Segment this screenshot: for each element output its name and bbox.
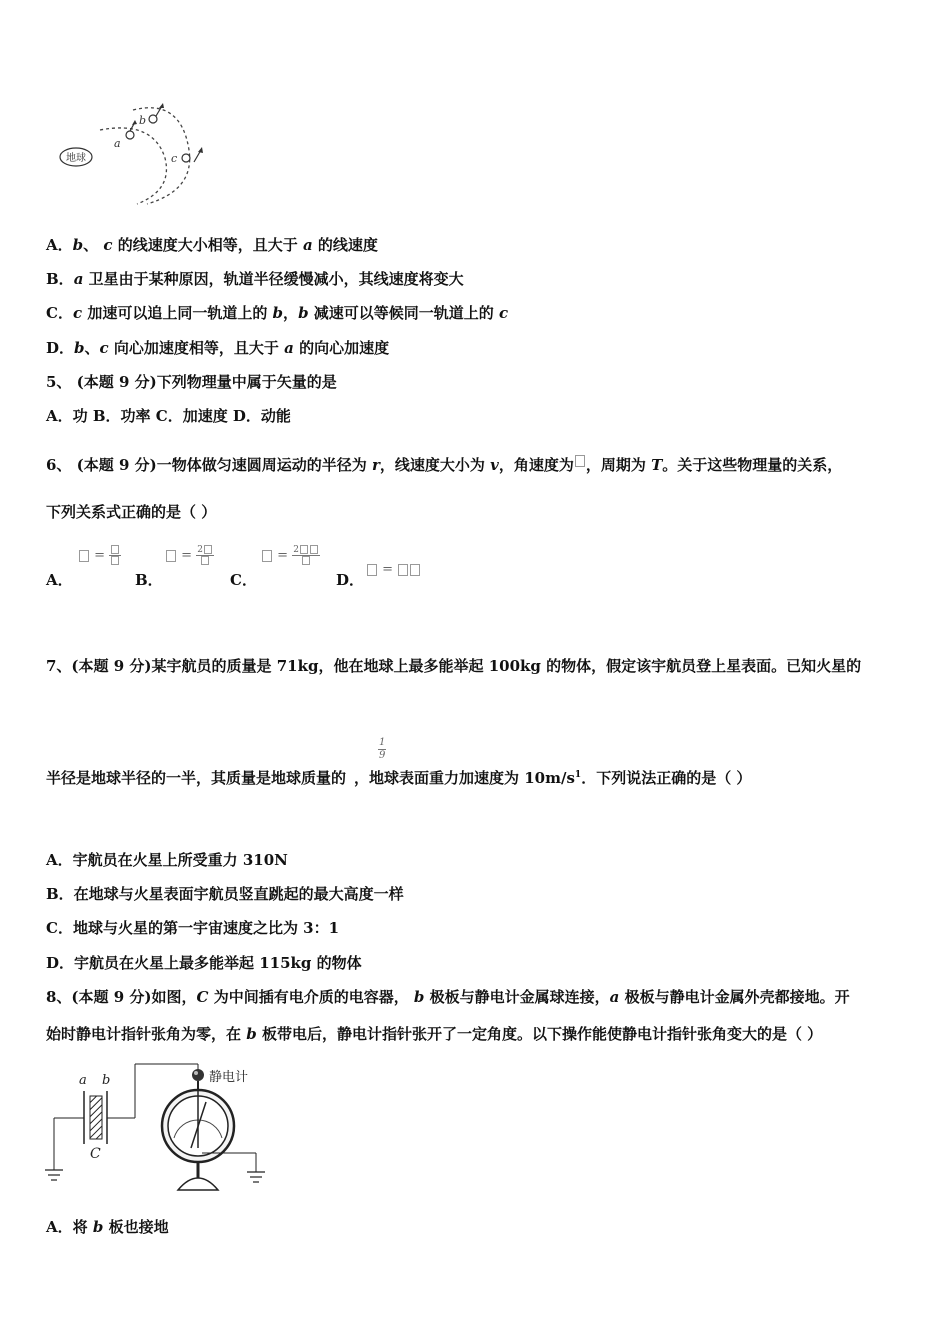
placeholder-glyph (302, 556, 310, 565)
satellite-b (149, 115, 157, 123)
satellite-a (126, 131, 134, 139)
fraction (109, 545, 121, 566)
satellite-b-label: b (139, 114, 147, 127)
placeholder-glyph (367, 564, 377, 576)
electrometer-figure (42, 1058, 272, 1193)
var-v: v (490, 456, 499, 474)
q6-option-b-label[interactable]: B． (135, 571, 163, 589)
text: 、 (83, 236, 104, 254)
q4-option-a[interactable] (46, 235, 378, 255)
electrometer-label: 静电计 (209, 1070, 249, 1085)
text: 板带电后，静电计指针张开了一定角度。以下操作能使静电计指针张角变大的是（ ） (256, 1025, 823, 1043)
var-b: b (92, 1218, 104, 1236)
text: 的线速度 (312, 236, 378, 254)
fraction (196, 545, 214, 566)
option-prefix: C． (46, 304, 73, 322)
text: ，角速度为 (498, 456, 574, 474)
var-b: b (298, 304, 309, 322)
q7-stem-line1: 7、(本题 9 分)某宇航员的质量是 71kg，他在地球上最多能举起 100kg 的物体，假定该宇航员登上星表面。已知火星的 (46, 657, 862, 675)
var-c: C (196, 988, 209, 1006)
var-c: c (72, 304, 83, 322)
text: 6、 (本题 9 分)一物体做匀速圆周运动的半径为 (46, 456, 372, 474)
orbit-figure (55, 98, 220, 206)
var-a: a (284, 339, 294, 357)
number-2: 2 (293, 545, 299, 555)
q6-option-d-label[interactable]: D． (336, 571, 365, 589)
q5-options[interactable]: A．功 B．功率 C．加速度 D．动能 (46, 407, 291, 425)
q8-option-a[interactable] (46, 1217, 169, 1237)
fraction (292, 545, 320, 566)
var-r: r (371, 456, 380, 474)
q6-option-c-label[interactable]: C． (230, 571, 257, 589)
electrometer-ball (192, 1069, 204, 1081)
q4-option-c[interactable] (46, 303, 508, 323)
arrowhead-b (159, 103, 164, 108)
text: 的向心加速度 (293, 339, 390, 357)
var-b: b (413, 988, 425, 1006)
q6-stem (46, 455, 842, 475)
text: 加速可以追上同一轨道上的 (82, 304, 273, 322)
text: 半径是地球半径的一半，其质量是地球质量的 (46, 769, 347, 787)
text: 减速可以等候同一轨道上的 (308, 304, 500, 322)
text: 始时静电计指针张角为零，在 (46, 1025, 247, 1043)
placeholder-glyph (79, 550, 89, 562)
var-a: a (302, 236, 313, 254)
satellite-c-label: c (171, 152, 178, 165)
equals-sign: = (94, 548, 106, 563)
label-capacitor-c: C (90, 1146, 101, 1162)
electrometer-base (178, 1178, 218, 1190)
option-prefix: A． (46, 236, 73, 254)
equals-sign: = (277, 548, 289, 563)
q6-option-d-formula (366, 562, 421, 577)
q4-option-d[interactable] (46, 338, 389, 358)
text: 板也接地 (103, 1218, 169, 1236)
text: 、 (84, 339, 100, 357)
q7-fraction-one-ninth (378, 737, 386, 762)
q6-option-b-formula (165, 545, 214, 566)
text: ，周期为 (585, 456, 652, 474)
var-b: b (272, 304, 284, 322)
q7-option-d[interactable]: D．宇航员在火星上最多能举起 115kg 的物体 (46, 954, 362, 972)
earth-label: 地球 (66, 153, 86, 164)
text: ．下列说法正确的是（ ） (581, 769, 752, 787)
q8-stem-line1 (46, 987, 850, 1007)
text: 极板与静电计金属外壳都接地。开 (619, 988, 850, 1006)
satellite-a-label: a (114, 137, 121, 150)
var-b: b (74, 339, 85, 357)
q6-stem-line2: 下列关系式正确的是（ ） (46, 503, 217, 521)
text: ， (283, 304, 299, 322)
placeholder-glyph (166, 550, 176, 562)
equals-sign: = (181, 548, 193, 563)
text: 的线速度大小相等，且大于 (112, 236, 303, 254)
superscript: 1 (574, 770, 582, 780)
placeholder-glyph (201, 556, 209, 565)
q6-option-a-formula (78, 545, 121, 566)
q7-option-c[interactable]: C．地球与火星的第一宇宙速度之比为 3：1 (46, 919, 340, 937)
var-a: a (73, 270, 84, 288)
label-b: b (102, 1073, 111, 1088)
placeholder-glyph (204, 545, 212, 554)
text: ，线速度大小为 (379, 456, 491, 474)
var-c: c (103, 236, 113, 254)
q7-option-b[interactable]: B．在地球与火星表面宇航员竖直跳起的最大高度一样 (46, 885, 404, 903)
q7-option-a[interactable]: A．宇航员在火星上所受重力 310N (46, 851, 288, 869)
placeholder-glyph (310, 545, 318, 554)
var-c: c (99, 339, 109, 357)
text: 卫星由于某种原因，轨道半径缓慢减小，其线速度将变大 (83, 270, 464, 288)
ball-highlight (194, 1071, 198, 1075)
placeholder-glyph (398, 564, 408, 576)
text: 。关于这些物理量的关系， (662, 456, 843, 474)
var-b: b (246, 1025, 257, 1043)
placeholder-glyph (111, 556, 119, 565)
orbit-inner (100, 128, 166, 204)
fraction-numerator: 1 (379, 737, 386, 748)
arrowhead-a (132, 120, 137, 125)
option-prefix: B． (46, 270, 74, 288)
placeholder-glyph (262, 550, 272, 562)
q5-stem: 5、 (本题 9 分)下列物理量中属于矢量的是 (46, 373, 337, 391)
var-b: b (72, 236, 84, 254)
placeholder-glyph (410, 564, 420, 576)
q4-option-b[interactable] (46, 269, 464, 289)
q6-option-a-label[interactable]: A． (46, 571, 73, 589)
dielectric-slab (90, 1096, 102, 1139)
q8-stem-line2 (46, 1024, 822, 1044)
placeholder-glyph (300, 545, 308, 554)
arrowhead-c (198, 147, 203, 153)
text: 8、(本题 9 分)如图， (46, 988, 197, 1006)
satellite-c (182, 154, 190, 162)
q7-stem-line2 (46, 768, 751, 788)
var-t: T (651, 456, 663, 474)
q6-option-c-formula (261, 545, 320, 566)
text: ，地球表面重力加速度为 10m/s (354, 769, 575, 787)
var-c: c (499, 304, 509, 322)
text: 极板与静电计金属球连接， (424, 988, 610, 1006)
number-2: 2 (197, 545, 203, 555)
placeholder-glyph (111, 545, 119, 554)
fraction-denominator: 9 (379, 750, 386, 761)
text: 为中间插有电介质的电容器， (208, 988, 414, 1006)
equals-sign: = (382, 562, 394, 577)
label-a: a (79, 1073, 87, 1088)
var-a: a (609, 988, 620, 1006)
text: 向心加速度相等，且大于 (108, 339, 285, 357)
option-prefix: A．将 (46, 1218, 93, 1236)
omega-placeholder-glyph (575, 455, 585, 467)
option-prefix: D． (46, 339, 75, 357)
